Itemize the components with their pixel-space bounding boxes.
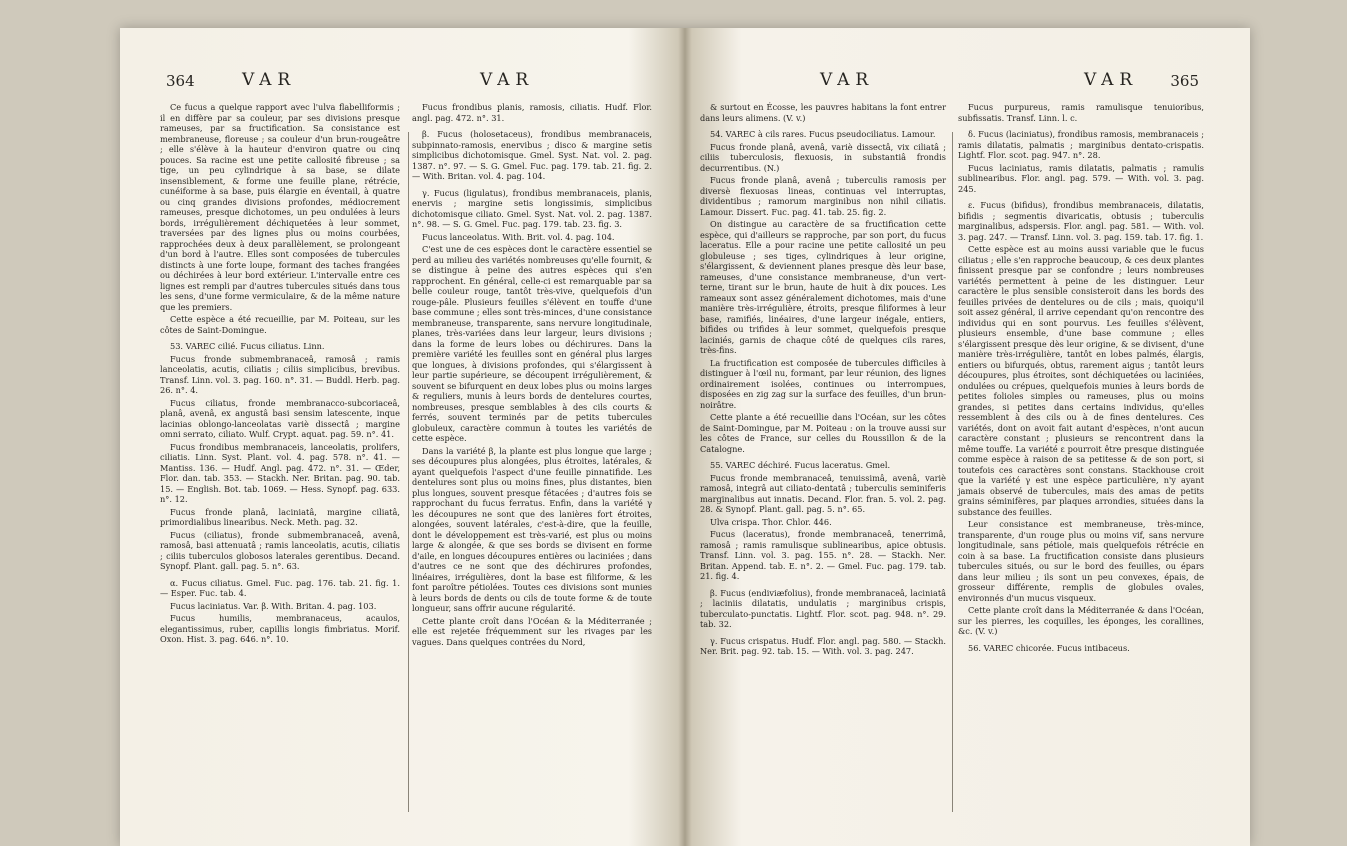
left-column-rule <box>408 132 409 812</box>
left-head-word-a: VAR <box>242 70 297 90</box>
paragraph: Fucus laciniatus, ramis dilatatis, palmatis ; ramulis sublinearibus. Flor. angl. pag. 579. — With. vol. 3. pag. 245. <box>958 162 1204 194</box>
paragraph: Ulva crispa. Thor. Chlor. 446. <box>710 516 832 527</box>
paragraph: Ce fucus a quelque rapport avec l'ulva flabelliformis ; il en diffère par sa couleur, par ses divisions presque rameuses, par sa fructification. Sa consistance est membraneuse, floreuse ; sa couleur d'un brun-rougeâtre ; elle s'élève à la hauteur d'environ quatre ou cinq pouces. Sa racine est une petite callosité fibreuse ; sa tige, un peu cylindrique à sa base, se dilate insensiblement, & forme une feuille plane, rétrécie, cunéiforme à sa base, puis élargie en éventail, à quatre ou cinq grandes divisions profondes, médiocrement rameuses, presque dichotomes, un peu ondulées à leurs bords, irrégulièrement déchiquetées à leur sommet, traversées par des lignes plus ou moins courbées, rapprochées deux à deux parallèlement, se prolongeant d'un bord à l'autre. Elles sont composées de tubercules distincts à une forte loupe, formant des taches frangées ou déchirées à leur bord extérieur. L'intervalle entre ces lignes est rempli par d'autres tubercules situés dans tous les sens, d'une forme vermiculaire, & de la même nature que les premiers. <box>160 102 400 312</box>
paragraph: On distingue au caractère de sa fructification cette espèce, qui d'ailleurs se rapproche, par son port, du fucus laceratus. Elle a pour racine une petite callosité un peu globuleuse ; ses tiges, cylindriques à leur origine, s'élargissent, & deviennent planes presque dès leur base, rameuses, d'une consistance membraneuse, d'un vert-terne, tirant sur le brun, haute de huit à dix pouces. Les rameaux sont assez généralement dichotomes, mais d'une manière très-irrégulière, étroits, presque filiformes à leur base, ramifiés, linéaires, d'une largeur inégale, entiers, bifides ou trifides à leur sommet, quelquefois presque laciniés, garnis de chaque côté de quelques cils rares, très-fins. <box>700 219 946 355</box>
paragraph: Fucus fronde submembranaceâ, ramosâ ; ramis lanceolatis, acutis, ciliatis ; ciliis simplicibus, brevibus. Transf. Linn. vol. 3. pag. 160. n°. 31. — Buddl. Herb. pag. 26. n°. 4. <box>160 353 400 395</box>
paragraph: Fucus purpureus, ramis ramulisque tenuioribus, subfissatis. Transf. Linn. l. c. <box>958 102 1204 123</box>
paragraph: Fucus fronde planâ, avenâ ; tuberculis ramosis per diversè flexuosas lineas, continuas vel interruptas, dividentibus ; ramorum marginibus non nihil ciliatis. Lamour. Dissert. Fuc. pag. 41. tab. 25. fig. 2. <box>700 175 946 217</box>
paragraph: Fucus frondibus planis, ramosis, ciliatis. Hudf. Flor. angl. pag. 472. n°. 31. <box>412 102 652 123</box>
paragraph: C'est une de ces espèces dont le caractère essentiel se perd au milieu des variétés nombreuses qu'elle fournit, & se distingue à peine des autres espèces qui s'en rapprochent. En général, celle-ci est remarquable par sa belle couleur rouge, tantôt très-vive, quelquefois d'un rouge-pâle. Plusieurs feuilles s'élèvent en touffe d'une base commune ; elles sont très-minces, d'une consistance membraneuse, transparente, sans nervure longitudinale, planes, très-variées dans leur largeur, leurs divisions ; dans la forme de leurs lobes ou déchirures. Dans la première variété les feuilles sont en général plus larges que longues, à divisions profondes, qui s'élargissent à leur partie supérieure, se découpent irrégulièrement, & souvent se bifurquent en deux lobes plus ou moins larges & reguliers, munis à leurs bords de dentelures courtes, nombreuses, presque semblables à des cils courts & ferrés, souvent terminés par de petits tubercules globuleux, caractère commun à toutes les variétés de cette espèce. <box>412 244 652 443</box>
paragraph: Cette espèce est au moins aussi variable que le fucus ciliatus ; elle s'en rapproche beaucoup, & ces deux plantes finissent presque par se confondre ; leurs nombreuses variétés permettent à peine de les distinguer. Leur caractère le plus sensible consisteroit dans les bords des feuilles privées de dentelures ou de cils ; mais, quoiqu'il soit assez général, il arrive cependant qu'on rencontre des individus qui en sont pourvus. Les feuilles s'élèvent, plusieurs ensemble, d'une base commune ; elles s'élargissent presque dès leur origine, & se divisent, d'une manière très-irrégulière, tantôt en lobes palmés, élargis, entiers ou bifurqués, obtus, rarement aigus ; tantôt leurs découpures, plus étroites, sont déchiquetées ou laciniées, ondulées ou crépues, quelquefois munies à leurs bords de petites folioles simples ou rameuses, plus ou moins grandes, si petites dans certains individus, qu'elles ressemblent à des cils ou à de fines dentelures. Ces variétés, dont on avoit fait autant d'espèces, n'ont aucun caractère constant ; plusieurs se rencontrent dans la même touffe. La variété ε pourroit être presque distinguée comme espèce à raison de sa petitesse & de son port, si toutefois ces caractères sont constans. Stackhouse croit que la variété γ est une espèce particulière, n'y ayant jamais observé de tubercules, mais des amas de petits grains séminifères, par plaques arrondies, situées dans la substance des feuilles. <box>958 244 1204 517</box>
paragraph: β. Fucus (holosetaceus), frondibus membranaceis, subpinnato-ramosis, enervibus ; disco & margine setis simplicibus dichotomisque. Gmel. Syst. Nat. vol. 2. pag. 1387. n°. 97. — S. G. Gmel. Fuc. pag. 179. tab. 21. fig. 2. — With. Britan. vol. 4. pag. 104. <box>412 129 652 181</box>
paragraph: γ. Fucus crispatus. Hudf. Flor. angl. pag. 580. — Stackh. Ner. Brit. pag. 92. tab. 15. — With. vol. 3. pag. 247. <box>700 635 946 656</box>
right-head-word-a: VAR <box>820 70 875 90</box>
paragraph: Fucus frondibus membranaceis, lanceolatis, prolifers, ciliatis. Linn. Syst. Plant. vol. 4. pag. 578. n°. 41. — Mantiss. 136. — Hudf. Angl. pag. 472. n°. 31. — Œder, Flor. dan. tab. 353. — Stackh. Ner. Britan. pag. 90. tab. 15. — English. Bot. tab. 1069. — Hess. Synopf. pag. 633. n°. 12. <box>160 441 400 504</box>
paragraph: 55. VAREC déchiré. Fucus laceratus. Gmel. <box>710 460 891 470</box>
paragraph: Cette espèce a été recueillie, par M. Poiteau, sur les côtes de Saint-Domingue. <box>160 314 400 335</box>
paragraph: α. Fucus ciliatus. Gmel. Fuc. pag. 176. tab. 21. fig. 1. — Esper. Fuc. tab. 4. <box>160 577 400 598</box>
paragraph: Cette plante a été recueillie dans l'Océan, sur les côtes de Saint-Domingue, par M. Poiteau : on la trouve aussi sur les côtes de France, sur celles du Roussillon & de la Catalogne. <box>700 412 946 454</box>
left-head-word-b: VAR <box>480 70 535 90</box>
paragraph: 53. VAREC cilié. Fucus ciliatus. Linn. <box>170 341 325 351</box>
paragraph: ε. Fucus (bifidus), frondibus membranaceis, dilatatis, bifidis ; segmentis divaricatis, obtusis ; tuberculis marginalibus, adspersis. Flor. angl. pag. 581. — With. vol. 3. pag. 247. — Transf. Linn. vol. 3. pag. 159. tab. 17. fig. 1. <box>958 200 1204 242</box>
paragraph: 56. VAREC chicorée. Fucus intibaceus. <box>968 642 1130 653</box>
paragraph: β. Fucus (endiviæfolius), fronde membranaceâ, laciniatâ ; laciniis dilatatis, undulatis ; marginibus crispis, tuberculato-punctatis. Lightf. Flor. scot. pag. 948. n°. 29. tab. 32. <box>700 587 946 629</box>
paragraph: Fucus fronde membranaceâ, tenuissimâ, avenâ, variè ramosâ, integrâ aut ciliato-dentatâ ; tuberculis seminiferis marginalibus aut innatis. Decand. Flor. fran. 5. vol. 2. pag. 28. & Synopf. Plant. gall. pag. 5. n°. 65. <box>700 472 946 514</box>
paragraph: Fucus laciniatus. Var. β. With. Britan. 4. pag. 103. <box>170 600 377 611</box>
right-page-number: 365 <box>1170 72 1199 90</box>
paragraph: Leur consistance est membraneuse, très-mince, transparente, d'un rouge plus ou moins vif, sans nervure longitudinale, sans pétiole, mais quelquefois rétrécie en coin à sa base. La fructification consiste dans plusieurs tubercules situés, ou sur le bord des feuilles, ou épars dans leur milieu ; ils sont un peu convexes, épais, de grosseur différente, remplis de globules ovales, environnés d'un mucus visqueux. <box>958 519 1204 603</box>
paragraph: Fucus fronde planâ, laciniatâ, margine ciliatâ, primordialibus linearibus. Neck. Meth. pag. 32. <box>160 506 400 527</box>
paragraph: Fucus ciliatus, fronde membranacco-subcoriaceâ, planâ, avenâ, ex angustâ basi sensim latescente, inque lacinias oblongo-lanceolatas variè dissectâ ; margine omni serrato, ciliato. Wulf. Crypt. aquat. pag. 59. n°. 41. <box>160 397 400 439</box>
right-column-rule <box>952 132 953 812</box>
paragraph: Dans la variété β, la plante est plus longue que large ; ses découpures plus alongées, plus étroites, latérales, & ayant quelquefois l'aspect d'une feuille pinnatifide. Les dentelures sont plus ou moins fines, plus distantes, bien plus longues, souvent presque fétacées ; d'autres fois se rapprochant du fucus ferratus. Enfin, dans la variété γ les découpures ne sont que des lanières fort étroites, alongées, souvent latérales, c'est-à-dire, que la feuille, dont le développement est très-varié, est plus ou moins large & alongée, & que ses bords se divisent en forme d'aile, en longues découpures entières ou laciniées ; dans d'autres ce ne sont que des déchirures profondes, linéaires, irrégulières, dont la base est filiforme, & les font paroître pétiolées. Toutes ces divisions sont munies à leurs bords de dents ou cils de toute forme & de toute longueur, sans offrir aucune régularité. <box>412 445 652 613</box>
paragraph: & surtout en Écosse, les pauvres habitans la font entrer dans leurs alimens. (V. v.) <box>700 102 946 123</box>
paragraph: Fucus humilis, membranaceus, acaulos, elegantissimus, ruber, capillis longis fimbriatus. Morif. Oxon. Hist. 3. pag. 646. n°. 10. <box>160 613 400 644</box>
left-running-head <box>160 68 655 102</box>
paragraph: Cette plante croît dans la Méditerranée & dans l'Océan, sur les pierres, les coquilles, les éponges, les corallines, &c. (V. v.) <box>958 605 1204 636</box>
left-column-2 <box>412 102 652 649</box>
paragraph: γ. Fucus (ligulatus), frondibus membranaceis, planis, enervis ; margine setis longissimis, simplicibus dichotomisque ciliato. Gmel. Syst. Nat. vol. 2. pag. 1387. n°. 98. — S. G. Gmel. Fuc. pag. 179. tab. 23. fig. 3. <box>412 187 652 229</box>
paragraph: Fucus fronde planâ, avenâ, variè dissectâ, vix ciliatâ ; ciliis tuberculosis, flexuosis, in substantiâ frondis decurrentibus. (N.) <box>700 141 946 173</box>
paragraph: 54. VAREC à cils rares. Fucus pseudociliatus. Lamour. <box>710 129 936 139</box>
left-page <box>160 28 655 846</box>
paragraph: δ. Fucus (laciniatus), frondibus ramosis, membranaceis ; ramis dilatatis, palmatis ; marginibus dentato-crispatis. Lightf. Flor. scot. pag. 947. n°. 28. <box>958 129 1204 160</box>
paragraph: La fructification est composée de tubercules difficiles à distinguer à l'œil nu, formant, par leur réunion, des lignes ordinairement isolées, continues ou interrompues, disposées en zig zag sur la surface des feuilles, d'un brun-noirâtre. <box>700 357 946 410</box>
paragraph: Fucus lanceolatus. With. Brit. vol. 4. pag. 104. <box>422 231 615 242</box>
book-spread <box>120 28 1250 846</box>
right-head-word-b: VAR <box>1084 70 1139 90</box>
right-page <box>700 28 1205 846</box>
left-page-number: 364 <box>166 72 195 90</box>
left-column-1 <box>160 102 400 649</box>
paragraph: Fucus (laceratus), fronde membranaceâ, tenerrimâ, ramosâ ; ramis ramulisque sublinearibus, apice obtusis. Transf. Linn. vol. 3. pag. 155. n°. 28. — Stackh. Ner. Britan. Append. tab. E. n°. 2. — Gmel. Fuc. pag. 179. tab. 21. fig. 4. <box>700 529 946 581</box>
paragraph: Fucus (ciliatus), fronde submembranaceâ, avenâ, ramosâ, basi attenuatâ ; ramis lanceolatis, acutis, ciliatis ; ciliis tuberculos globosos laterales gerentibus. Decand. Synopf. Plant. gall. pag. 5. n°. 63. <box>160 529 400 571</box>
right-running-head <box>700 68 1205 102</box>
right-column-1 <box>700 102 946 659</box>
right-column-2 <box>958 102 1204 659</box>
paragraph: Cette plante croît dans l'Océan & la Méditerranée ; elle est rejetée fréquemment sur les rivages par les vagues. Dans quelques contrées du Nord, <box>412 615 652 647</box>
